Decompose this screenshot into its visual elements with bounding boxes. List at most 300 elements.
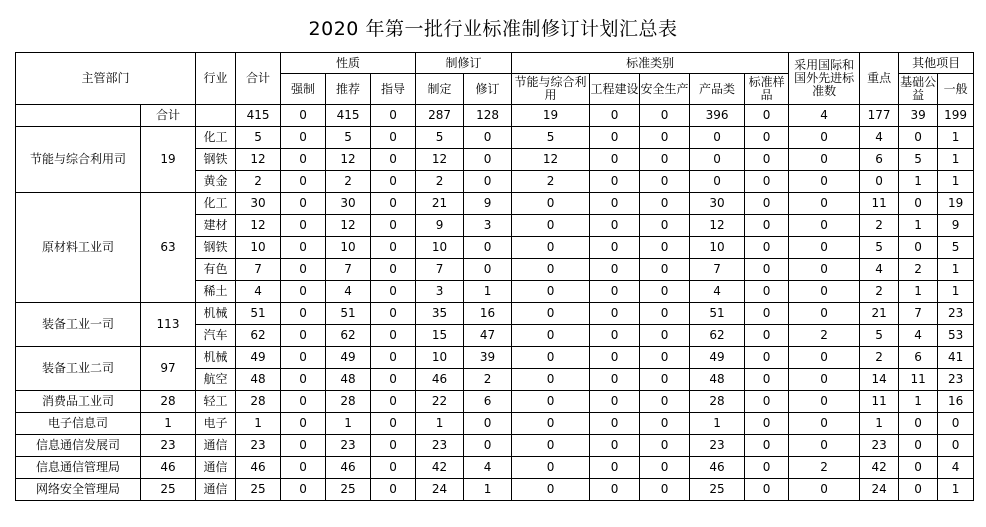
- value-cell: 0: [371, 215, 416, 237]
- value-cell: 0: [640, 457, 690, 479]
- value-cell: 0: [899, 413, 938, 435]
- value-cell: 1: [899, 215, 938, 237]
- value-cell: 0: [281, 479, 326, 501]
- value-cell: 1: [938, 127, 974, 149]
- value-cell: 0: [590, 259, 640, 281]
- header-row-1: [16, 53, 974, 74]
- value-cell: 21: [416, 193, 464, 215]
- dept-name: 信息通信管理局: [16, 457, 141, 479]
- header-nature: 性质: [281, 53, 416, 74]
- value-cell: 0: [789, 259, 860, 281]
- value-cell: 0: [464, 127, 512, 149]
- dept-name: 装备工业二司: [16, 347, 141, 391]
- value-cell: 0: [745, 325, 789, 347]
- value-cell: 5: [899, 149, 938, 171]
- value-cell: 1: [326, 413, 371, 435]
- total-cell: 199: [938, 105, 974, 127]
- industry-cell: 黄金: [196, 171, 236, 193]
- value-cell: 0: [899, 435, 938, 457]
- value-cell: 4: [860, 259, 899, 281]
- value-cell: 0: [512, 259, 590, 281]
- value-cell: 0: [512, 369, 590, 391]
- value-cell: 0: [590, 479, 640, 501]
- value-cell: 12: [236, 215, 281, 237]
- value-cell: 0: [281, 149, 326, 171]
- value-cell: 15: [416, 325, 464, 347]
- value-cell: 0: [640, 325, 690, 347]
- value-cell: 0: [640, 413, 690, 435]
- industry-cell: 稀土: [196, 281, 236, 303]
- value-cell: 30: [326, 193, 371, 215]
- dept-name: 网络安全管理局: [16, 479, 141, 501]
- value-cell: 9: [416, 215, 464, 237]
- header-other-basic: 基础公益: [899, 74, 938, 105]
- value-cell: 9: [938, 215, 974, 237]
- header-revision-revise: 修订: [464, 74, 512, 105]
- value-cell: 23: [690, 435, 745, 457]
- table-row: [16, 193, 974, 215]
- value-cell: 0: [590, 237, 640, 259]
- value-cell: 0: [281, 193, 326, 215]
- value-cell: 0: [371, 193, 416, 215]
- dept-name: 装备工业一司: [16, 303, 141, 347]
- value-cell: 51: [326, 303, 371, 325]
- value-cell: 12: [326, 215, 371, 237]
- value-cell: 4: [938, 457, 974, 479]
- header-cat-sample: 标准样品: [745, 74, 789, 105]
- value-cell: 10: [416, 347, 464, 369]
- value-cell: 0: [590, 281, 640, 303]
- value-cell: 0: [590, 303, 640, 325]
- value-cell: 1: [938, 149, 974, 171]
- value-cell: 0: [640, 369, 690, 391]
- value-cell: 0: [640, 435, 690, 457]
- value-cell: 0: [745, 171, 789, 193]
- value-cell: 0: [640, 281, 690, 303]
- value-cell: 0: [371, 127, 416, 149]
- value-cell: 1: [938, 479, 974, 501]
- value-cell: 1: [690, 413, 745, 435]
- value-cell: 0: [590, 171, 640, 193]
- value-cell: 0: [640, 237, 690, 259]
- total-cell: 287: [416, 105, 464, 127]
- dept-name: 信息通信发展司: [16, 435, 141, 457]
- value-cell: 4: [236, 281, 281, 303]
- value-cell: 2: [899, 259, 938, 281]
- value-cell: 23: [860, 435, 899, 457]
- value-cell: 46: [416, 369, 464, 391]
- value-cell: 0: [745, 369, 789, 391]
- header-nature-guiding: 指导: [371, 74, 416, 105]
- value-cell: 0: [745, 435, 789, 457]
- value-cell: 0: [464, 149, 512, 171]
- value-cell: 0: [281, 391, 326, 413]
- table-row: [16, 127, 974, 149]
- value-cell: 0: [745, 391, 789, 413]
- value-cell: 0: [512, 479, 590, 501]
- value-cell: 28: [690, 391, 745, 413]
- value-cell: 24: [416, 479, 464, 501]
- value-cell: 46: [236, 457, 281, 479]
- value-cell: 0: [745, 127, 789, 149]
- total-cell: 128: [464, 105, 512, 127]
- value-cell: 0: [371, 435, 416, 457]
- value-cell: 1: [464, 281, 512, 303]
- value-cell: 12: [326, 149, 371, 171]
- value-cell: 0: [690, 127, 745, 149]
- value-cell: 39: [464, 347, 512, 369]
- value-cell: 51: [690, 303, 745, 325]
- value-cell: 6: [464, 391, 512, 413]
- total-cell: 177: [860, 105, 899, 127]
- total-cell: 415: [236, 105, 281, 127]
- value-cell: 0: [640, 479, 690, 501]
- header-cat-safety: 安全生产: [640, 74, 690, 105]
- value-cell: 49: [326, 347, 371, 369]
- value-cell: 5: [860, 237, 899, 259]
- value-cell: 0: [371, 369, 416, 391]
- value-cell: 5: [326, 127, 371, 149]
- value-cell: 0: [789, 479, 860, 501]
- industry-cell: 航空: [196, 369, 236, 391]
- value-cell: 0: [371, 325, 416, 347]
- value-cell: 0: [371, 149, 416, 171]
- value-cell: 0: [464, 435, 512, 457]
- value-cell: 0: [512, 435, 590, 457]
- table-row: [16, 479, 974, 501]
- value-cell: 0: [281, 435, 326, 457]
- value-cell: 0: [512, 457, 590, 479]
- total-cell: 0: [371, 105, 416, 127]
- header-cat-engineering: 工程建设: [590, 74, 640, 105]
- value-cell: 49: [690, 347, 745, 369]
- value-cell: 0: [789, 281, 860, 303]
- value-cell: 0: [281, 347, 326, 369]
- value-cell: 23: [326, 435, 371, 457]
- value-cell: 0: [512, 347, 590, 369]
- value-cell: 0: [371, 391, 416, 413]
- total-cell: 19: [512, 105, 590, 127]
- value-cell: 0: [640, 303, 690, 325]
- header-nature-recommended: 推荐: [326, 74, 371, 105]
- value-cell: 49: [236, 347, 281, 369]
- value-cell: 5: [512, 127, 590, 149]
- total-industry-blank: [196, 105, 236, 127]
- dept-count: 23: [141, 435, 196, 457]
- dept-name: 电子信息司: [16, 413, 141, 435]
- industry-cell: 汽车: [196, 325, 236, 347]
- value-cell: 0: [690, 149, 745, 171]
- value-cell: 19: [938, 193, 974, 215]
- value-cell: 7: [690, 259, 745, 281]
- value-cell: 0: [640, 391, 690, 413]
- value-cell: 10: [236, 237, 281, 259]
- table-row: [16, 435, 974, 457]
- value-cell: 0: [371, 413, 416, 435]
- value-cell: 0: [281, 281, 326, 303]
- value-cell: 0: [590, 369, 640, 391]
- value-cell: 0: [371, 237, 416, 259]
- value-cell: 12: [512, 149, 590, 171]
- header-revision: 制修订: [416, 53, 512, 74]
- industry-cell: 有色: [196, 259, 236, 281]
- value-cell: 62: [326, 325, 371, 347]
- value-cell: 0: [590, 435, 640, 457]
- value-cell: 0: [512, 237, 590, 259]
- value-cell: 0: [640, 347, 690, 369]
- value-cell: 0: [640, 127, 690, 149]
- industry-cell: 建材: [196, 215, 236, 237]
- value-cell: 12: [416, 149, 464, 171]
- value-cell: 53: [938, 325, 974, 347]
- value-cell: 0: [789, 369, 860, 391]
- dept-count: 25: [141, 479, 196, 501]
- value-cell: 0: [281, 303, 326, 325]
- value-cell: 0: [789, 215, 860, 237]
- value-cell: 23: [938, 303, 974, 325]
- header-key: 重点: [860, 53, 899, 105]
- value-cell: 0: [789, 391, 860, 413]
- value-cell: 2: [789, 325, 860, 347]
- value-cell: 1: [416, 413, 464, 435]
- value-cell: 42: [416, 457, 464, 479]
- total-cell: 396: [690, 105, 745, 127]
- value-cell: 2: [512, 171, 590, 193]
- dept-name: 消费品工业司: [16, 391, 141, 413]
- value-cell: 25: [690, 479, 745, 501]
- value-cell: 1: [938, 281, 974, 303]
- value-cell: 0: [789, 171, 860, 193]
- value-cell: 0: [281, 127, 326, 149]
- value-cell: 0: [789, 127, 860, 149]
- dept-count: 28: [141, 391, 196, 413]
- value-cell: 7: [236, 259, 281, 281]
- total-cell: 0: [590, 105, 640, 127]
- value-cell: 0: [464, 259, 512, 281]
- value-cell: 0: [690, 171, 745, 193]
- value-cell: 1: [860, 413, 899, 435]
- dept-count: 19: [141, 127, 196, 193]
- value-cell: 46: [690, 457, 745, 479]
- total-cell: 415: [326, 105, 371, 127]
- value-cell: 0: [371, 303, 416, 325]
- header-cat-product: 产品类: [690, 74, 745, 105]
- total-cell: 0: [281, 105, 326, 127]
- total-label: 合计: [141, 105, 196, 127]
- header-other-general: 一般: [938, 74, 974, 105]
- value-cell: 0: [371, 479, 416, 501]
- value-cell: 0: [512, 391, 590, 413]
- value-cell: 0: [512, 281, 590, 303]
- value-cell: 0: [789, 435, 860, 457]
- value-cell: 0: [281, 237, 326, 259]
- value-cell: 1: [899, 391, 938, 413]
- value-cell: 1: [464, 479, 512, 501]
- value-cell: 10: [690, 237, 745, 259]
- page-title: 2020 年第一批行业标准制修订计划汇总表: [308, 18, 678, 40]
- value-cell: 30: [236, 193, 281, 215]
- dept-count: 1: [141, 413, 196, 435]
- table-row: [16, 391, 974, 413]
- value-cell: 16: [938, 391, 974, 413]
- total-row: [16, 105, 974, 127]
- total-cell: 4: [789, 105, 860, 127]
- value-cell: 0: [745, 303, 789, 325]
- value-cell: 0: [938, 413, 974, 435]
- total-cell: 39: [899, 105, 938, 127]
- industry-cell: 通信: [196, 435, 236, 457]
- value-cell: 1: [236, 413, 281, 435]
- dept-name: 原材料工业司: [16, 193, 141, 303]
- value-cell: 0: [590, 193, 640, 215]
- value-cell: 0: [464, 171, 512, 193]
- value-cell: 0: [590, 457, 640, 479]
- value-cell: 48: [236, 369, 281, 391]
- value-cell: 25: [326, 479, 371, 501]
- value-cell: 6: [860, 149, 899, 171]
- value-cell: 10: [326, 237, 371, 259]
- value-cell: 11: [860, 391, 899, 413]
- value-cell: 2: [860, 215, 899, 237]
- value-cell: 0: [899, 193, 938, 215]
- header-category: 标准类别: [512, 53, 789, 74]
- industry-cell: 化工: [196, 127, 236, 149]
- value-cell: 0: [371, 259, 416, 281]
- industry-cell: 轻工: [196, 391, 236, 413]
- dept-count: 113: [141, 303, 196, 347]
- industry-cell: 通信: [196, 457, 236, 479]
- value-cell: 2: [860, 281, 899, 303]
- value-cell: 11: [860, 193, 899, 215]
- value-cell: 48: [690, 369, 745, 391]
- table-row: [16, 303, 974, 325]
- value-cell: 0: [745, 457, 789, 479]
- value-cell: 0: [789, 193, 860, 215]
- value-cell: 21: [860, 303, 899, 325]
- table-row: [16, 457, 974, 479]
- dept-name: 节能与综合利用司: [16, 127, 141, 193]
- value-cell: 2: [860, 347, 899, 369]
- value-cell: 2: [326, 171, 371, 193]
- value-cell: 0: [590, 325, 640, 347]
- dept-count: 97: [141, 347, 196, 391]
- value-cell: 0: [371, 281, 416, 303]
- value-cell: 22: [416, 391, 464, 413]
- table-row: [16, 413, 974, 435]
- value-cell: 3: [464, 215, 512, 237]
- value-cell: 1: [899, 171, 938, 193]
- header-dept: 主管部门: [16, 53, 196, 105]
- value-cell: 0: [512, 325, 590, 347]
- value-cell: 4: [326, 281, 371, 303]
- value-cell: 0: [281, 325, 326, 347]
- value-cell: 0: [371, 171, 416, 193]
- value-cell: 2: [789, 457, 860, 479]
- value-cell: 42: [860, 457, 899, 479]
- value-cell: 48: [326, 369, 371, 391]
- value-cell: 35: [416, 303, 464, 325]
- value-cell: 0: [640, 215, 690, 237]
- value-cell: 0: [745, 281, 789, 303]
- value-cell: 30: [690, 193, 745, 215]
- value-cell: 0: [899, 479, 938, 501]
- value-cell: 23: [938, 369, 974, 391]
- value-cell: 0: [640, 193, 690, 215]
- value-cell: 0: [281, 215, 326, 237]
- value-cell: 41: [938, 347, 974, 369]
- value-cell: 0: [899, 127, 938, 149]
- value-cell: 25: [236, 479, 281, 501]
- value-cell: 28: [236, 391, 281, 413]
- industry-cell: 钢铁: [196, 149, 236, 171]
- value-cell: 0: [464, 237, 512, 259]
- value-cell: 2: [236, 171, 281, 193]
- dept-count: 46: [141, 457, 196, 479]
- value-cell: 0: [640, 259, 690, 281]
- value-cell: 6: [899, 347, 938, 369]
- value-cell: 12: [690, 215, 745, 237]
- value-cell: 0: [512, 193, 590, 215]
- value-cell: 0: [464, 413, 512, 435]
- header-other: 其他项目: [899, 53, 974, 74]
- value-cell: 0: [590, 149, 640, 171]
- value-cell: 0: [789, 303, 860, 325]
- dept-count: 63: [141, 193, 196, 303]
- value-cell: 0: [281, 171, 326, 193]
- value-cell: 62: [690, 325, 745, 347]
- value-cell: 0: [512, 413, 590, 435]
- value-cell: 0: [640, 149, 690, 171]
- value-cell: 0: [512, 215, 590, 237]
- value-cell: 51: [236, 303, 281, 325]
- value-cell: 4: [464, 457, 512, 479]
- value-cell: 1: [938, 171, 974, 193]
- value-cell: 0: [789, 347, 860, 369]
- value-cell: 0: [938, 435, 974, 457]
- value-cell: 0: [745, 193, 789, 215]
- value-cell: 24: [860, 479, 899, 501]
- value-cell: 0: [745, 479, 789, 501]
- value-cell: 0: [789, 149, 860, 171]
- value-cell: 4: [690, 281, 745, 303]
- value-cell: 0: [281, 369, 326, 391]
- value-cell: 2: [416, 171, 464, 193]
- value-cell: 23: [236, 435, 281, 457]
- value-cell: 47: [464, 325, 512, 347]
- value-cell: 7: [326, 259, 371, 281]
- value-cell: 7: [899, 303, 938, 325]
- value-cell: 1: [938, 259, 974, 281]
- total-blank: [16, 105, 141, 127]
- value-cell: 4: [860, 127, 899, 149]
- value-cell: 0: [590, 413, 640, 435]
- value-cell: 0: [899, 237, 938, 259]
- value-cell: 5: [416, 127, 464, 149]
- value-cell: 62: [236, 325, 281, 347]
- value-cell: 2: [464, 369, 512, 391]
- industry-cell: 钢铁: [196, 237, 236, 259]
- value-cell: 0: [281, 259, 326, 281]
- industry-cell: 机械: [196, 347, 236, 369]
- value-cell: 12: [236, 149, 281, 171]
- industry-cell: 化工: [196, 193, 236, 215]
- industry-cell: 机械: [196, 303, 236, 325]
- total-cell: 0: [745, 105, 789, 127]
- value-cell: 0: [512, 303, 590, 325]
- value-cell: 0: [860, 171, 899, 193]
- summary-table: [15, 52, 974, 501]
- total-cell: 0: [640, 105, 690, 127]
